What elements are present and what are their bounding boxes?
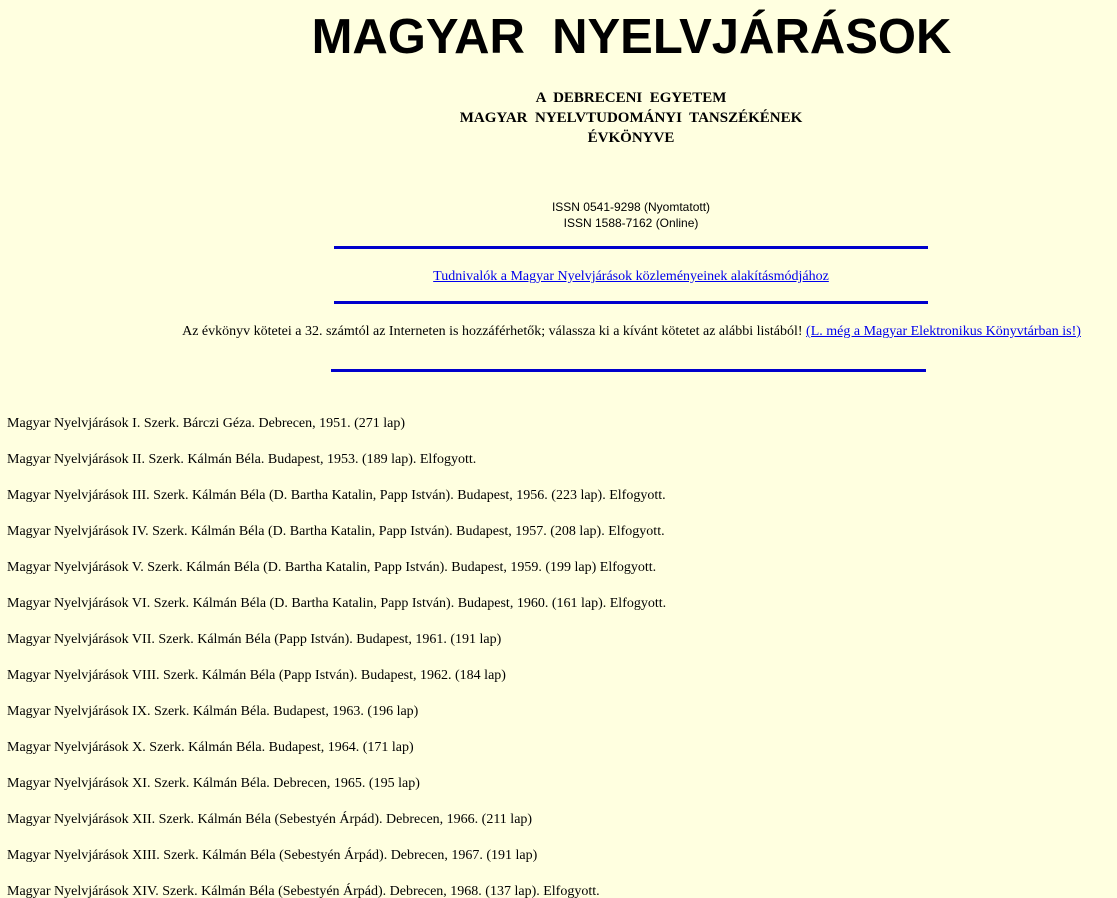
list-item: Magyar Nyelvjárások XIII. Szerk. Kálmán Béla (Sebestyén Árpád). Debrecen, 1967. (191 lap) — [7, 848, 538, 863]
list-item: Magyar Nyelvjárások XII. Szerk. Kálmán Béla (Sebestyén Árpád). Debrecen, 1966. (211 lap) — [7, 812, 533, 827]
horizontal-divider — [334, 246, 928, 249]
issn-print: ISSN 0541-9298 (Nyomtatott) — [551, 200, 711, 214]
horizontal-divider — [334, 301, 928, 304]
horizontal-divider — [331, 369, 926, 372]
list-item: Magyar Nyelvjárások VI. Szerk. Kálmán Béla (D. Bartha Katalin, Papp István). Budapest, 1960. (161 lap). Elfogyott. — [7, 596, 667, 611]
page-title: MAGYAR NYELVJÁRÁSOK — [311, 10, 952, 64]
electronic-library-link[interactable]: (L. még a Magyar Elektronikus Könyvtárban is!) — [806, 324, 1081, 339]
list-item: Magyar Nyelvjárások VII. Szerk. Kálmán Béla (Papp István). Budapest, 1961. (191 lap) — [7, 632, 502, 647]
intro-paragraph — [0, 323, 1117, 341]
institution-subtitle — [330, 88, 932, 148]
issn-block — [330, 199, 932, 231]
list-item: Magyar Nyelvjárások III. Szerk. Kálmán Béla (D. Bartha Katalin, Papp István). Budapest, 1956. (223 lap). Elfogyott. — [7, 488, 666, 503]
list-item: Magyar Nyelvjárások I. Szerk. Bárczi Géza. Debrecen, 1951. (271 lap) — [7, 416, 406, 431]
intro-text: Az évkönyv kötetei a 32. számtól az Interneten is hozzáférhetők; válassza ki a kívánt kötetet az alábbi listából! — [182, 324, 807, 339]
subtitle-line: A DEBRECENI EGYETEM — [535, 90, 727, 106]
list-item: Magyar Nyelvjárások IX. Szerk. Kálmán Béla. Budapest, 1963. (196 lap) — [7, 704, 419, 719]
author-guidelines-link[interactable]: Tudnivalók a Magyar Nyelvjárások közleményeinek alakításmódjához — [433, 269, 829, 284]
subtitle-line: MAGYAR NYELVTUDOMÁNYI TANSZÉKÉNEK — [459, 110, 803, 126]
list-item: Magyar Nyelvjárások VIII. Szerk. Kálmán Béla (Papp István). Budapest, 1962. (184 lap) — [7, 668, 506, 683]
guide-link-container — [330, 268, 932, 286]
list-item: Magyar Nyelvjárások V. Szerk. Kálmán Béla (D. Bartha Katalin, Papp István). Budapest, 1959. (199 lap) Elfogyott. — [7, 560, 657, 575]
list-item: Magyar Nyelvjárások X. Szerk. Kálmán Béla. Budapest, 1964. (171 lap) — [7, 740, 414, 755]
list-item: Magyar Nyelvjárások XIV. Szerk. Kálmán Béla (Sebestyén Árpád). Debrecen, 1968. (137 lap). Elfogyott. — [7, 884, 600, 898]
subtitle-line: ÉVKÖNYVE — [587, 130, 675, 146]
list-item: Magyar Nyelvjárások II. Szerk. Kálmán Béla. Budapest, 1953. (189 lap). Elfogyott. — [7, 452, 477, 467]
volume-list — [7, 415, 666, 898]
list-item: Magyar Nyelvjárások IV. Szerk. Kálmán Béla (D. Bartha Katalin, Papp István). Budapest, 1957. (208 lap). Elfogyott. — [7, 524, 665, 539]
issn-online: ISSN 1588-7162 (Online) — [563, 216, 699, 230]
list-item: Magyar Nyelvjárások XI. Szerk. Kálmán Béla. Debrecen, 1965. (195 lap) — [7, 776, 420, 791]
